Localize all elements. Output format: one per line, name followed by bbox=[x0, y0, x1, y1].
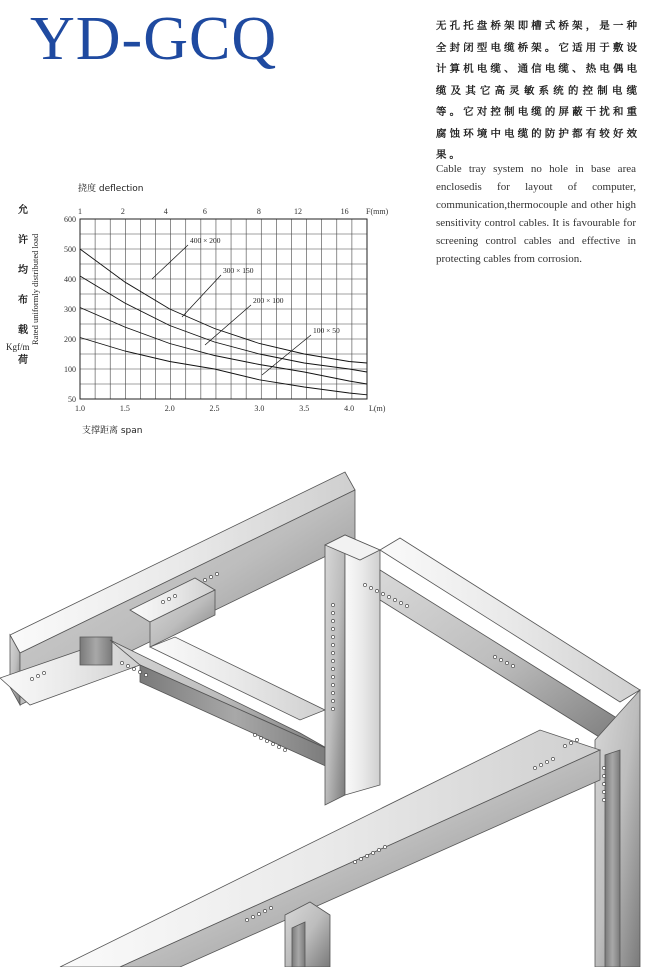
top-tick-label: 4 bbox=[163, 207, 168, 216]
tray-bottom-post-inner bbox=[292, 922, 305, 967]
connector-hole bbox=[331, 707, 334, 710]
connector-hole bbox=[167, 597, 170, 600]
connector-hole bbox=[569, 741, 572, 744]
connector-hole bbox=[277, 745, 280, 748]
connector-hole bbox=[331, 619, 334, 622]
connector-hole bbox=[363, 583, 366, 586]
connector-hole bbox=[331, 635, 334, 638]
connector-hole bbox=[602, 766, 605, 769]
connector-hole bbox=[575, 738, 578, 741]
connector-hole bbox=[551, 757, 554, 760]
connector-hole bbox=[331, 659, 334, 662]
connector-hole bbox=[505, 661, 508, 664]
top-axis-label: 挠度 deflection bbox=[78, 184, 144, 194]
connector-hole bbox=[331, 683, 334, 686]
connector-hole bbox=[533, 766, 536, 769]
connector-hole bbox=[371, 851, 374, 854]
connector-hole bbox=[493, 655, 496, 658]
connector-hole bbox=[331, 675, 334, 678]
y-tick-label: 50 bbox=[68, 395, 76, 404]
connector-hole bbox=[42, 671, 45, 674]
connector-hole bbox=[381, 592, 384, 595]
description-chinese: 无孔托盘桥架即槽式桥架，是一种全封闭型电缆桥架。它适用于敷设计算机电缆、通信电缆、热电偶电缆及其它高灵敏系统的控制电缆等。它对控制电缆的屏蔽干扰和重腐蚀环境中电缆的防护都有较好效果。 bbox=[436, 20, 640, 161]
connector-hole bbox=[331, 603, 334, 606]
y-axis-label: Rated uniformly distributed load bbox=[30, 233, 40, 345]
connector-hole bbox=[375, 589, 378, 592]
series-label: 400 × 200 bbox=[190, 236, 221, 245]
connector-hole bbox=[602, 798, 605, 801]
top-axis-unit: F(mm) bbox=[366, 207, 389, 216]
connector-hole bbox=[511, 664, 514, 667]
connector-hole bbox=[539, 763, 542, 766]
connector-hole bbox=[30, 677, 33, 680]
connector-hole bbox=[120, 661, 123, 664]
connector-hole bbox=[253, 733, 256, 736]
x-tick-label: 4.0 bbox=[344, 404, 355, 413]
series-leader-line bbox=[182, 275, 221, 317]
x-tick-label: 2.0 bbox=[164, 404, 175, 413]
product-title: YD-GCQ bbox=[30, 5, 278, 73]
series-label: 200 × 100 bbox=[253, 296, 284, 305]
connector-hole bbox=[602, 782, 605, 785]
connector-hole bbox=[383, 845, 386, 848]
y-tick-label: 200 bbox=[64, 335, 76, 344]
connector-hole bbox=[545, 760, 548, 763]
tray-right-post-inner bbox=[605, 750, 620, 967]
series-label: 100 × 50 bbox=[313, 326, 340, 335]
connector-hole bbox=[353, 860, 356, 863]
description-english: Cable tray system no hole in base area enclosedis for layout of computer, communication,thermocouple and other high sensitivity control cables. It is favourable for screening control cables and effective in protecting cables from corrosion. bbox=[436, 163, 636, 265]
connector-hole bbox=[387, 595, 390, 598]
series-line bbox=[80, 308, 367, 385]
connector-hole bbox=[369, 586, 372, 589]
y-tick-label: 300 bbox=[64, 305, 76, 314]
connector-hole bbox=[265, 739, 268, 742]
tray-riser-front bbox=[325, 535, 345, 805]
connector-hole bbox=[359, 857, 362, 860]
connector-hole bbox=[132, 667, 135, 670]
tray-riser-side bbox=[345, 535, 380, 795]
top-tick-label: 12 bbox=[294, 207, 303, 216]
top-tick-label: 16 bbox=[340, 207, 349, 216]
connector-hole bbox=[257, 912, 260, 915]
connector-hole bbox=[331, 691, 334, 694]
connector-hole bbox=[138, 670, 141, 673]
connector-hole bbox=[263, 909, 266, 912]
connector-hole bbox=[36, 674, 39, 677]
chart-svg bbox=[0, 175, 430, 445]
connector-hole bbox=[259, 736, 262, 739]
y-label-char: 允 bbox=[18, 205, 28, 216]
connector-hole bbox=[499, 658, 502, 661]
x-tick-label: 1.0 bbox=[75, 404, 85, 413]
y-tick-label: 100 bbox=[64, 365, 76, 374]
connector-hole bbox=[393, 598, 396, 601]
connector-hole bbox=[269, 906, 272, 909]
x-tick-label: 3.5 bbox=[299, 404, 310, 413]
connector-hole bbox=[377, 848, 380, 851]
tray-mid-diagonal bbox=[110, 640, 330, 750]
tray-end-cap bbox=[80, 637, 112, 665]
connector-hole bbox=[405, 604, 408, 607]
connector-hole bbox=[215, 572, 218, 575]
connector-hole bbox=[251, 915, 254, 918]
connector-hole bbox=[331, 611, 334, 614]
y-axis-unit: Kgf/m bbox=[6, 342, 30, 352]
cable-tray-drawing bbox=[0, 450, 650, 967]
load-deflection-chart bbox=[0, 175, 430, 445]
top-tick-label: 2 bbox=[120, 207, 125, 216]
connector-hole bbox=[245, 918, 248, 921]
x-unit-label: L(m) bbox=[369, 404, 386, 413]
connector-hole bbox=[602, 774, 605, 777]
top-tick-label: 6 bbox=[202, 207, 207, 216]
y-label-char: 布 bbox=[18, 295, 28, 306]
connector-hole bbox=[271, 742, 274, 745]
y-label-char: 均 bbox=[18, 265, 28, 276]
connector-hole bbox=[331, 667, 334, 670]
x-tick-label: 1.5 bbox=[119, 404, 130, 413]
connector-hole bbox=[365, 854, 368, 857]
series-leader-line bbox=[152, 245, 188, 279]
connector-hole bbox=[399, 601, 402, 604]
connector-hole bbox=[126, 664, 129, 667]
series-line bbox=[80, 338, 367, 395]
x-tick-label: 3.0 bbox=[254, 404, 265, 413]
connector-hole bbox=[203, 578, 206, 581]
top-tick-label: 8 bbox=[256, 207, 261, 216]
series-label: 300 × 150 bbox=[223, 266, 254, 275]
connector-hole bbox=[209, 575, 212, 578]
y-tick-label: 500 bbox=[64, 245, 76, 254]
connector-hole bbox=[331, 627, 334, 630]
connector-hole bbox=[144, 673, 147, 676]
connector-hole bbox=[173, 594, 176, 597]
connector-hole bbox=[331, 651, 334, 654]
cable-tray-illustration bbox=[0, 450, 650, 971]
x-axis-label: 支撑距离 span bbox=[82, 426, 143, 436]
connector-hole bbox=[602, 790, 605, 793]
y-tick-label: 600 bbox=[64, 215, 76, 224]
y-label-char: 载 bbox=[18, 325, 28, 336]
connector-hole bbox=[563, 744, 566, 747]
connector-hole bbox=[161, 600, 164, 603]
connector-hole bbox=[283, 748, 286, 751]
connector-hole bbox=[331, 699, 334, 702]
top-tick-label: 1 bbox=[78, 207, 82, 216]
connector-hole bbox=[331, 643, 334, 646]
y-label-char: 荷 bbox=[18, 355, 28, 366]
y-label-char: 许 bbox=[18, 235, 28, 246]
y-tick-label: 400 bbox=[64, 275, 76, 284]
x-tick-label: 2.5 bbox=[209, 404, 220, 413]
